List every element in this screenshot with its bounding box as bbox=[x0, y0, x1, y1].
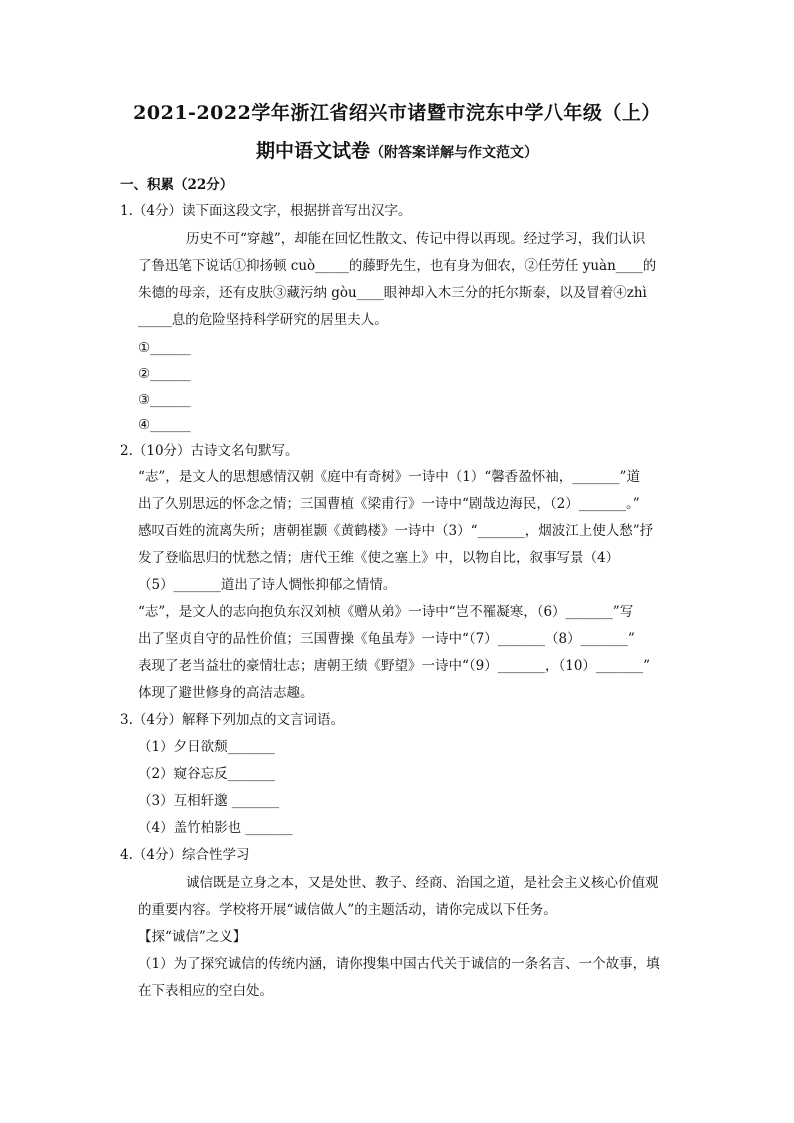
section-heading: 一、积累（22分） bbox=[120, 177, 234, 193]
q2-line: 发了登临思归的忧愁之情；唐代王维《使之塞上》中，以物自比，叙事写景（4） bbox=[138, 550, 620, 566]
q1-answer-blank[interactable]: ④______ bbox=[138, 417, 191, 433]
q2-line: 感叹百姓的流离失所；唐朝崔颢《黄鹤楼》一诗中（3）“_______，烟波江上使人愁”抒 bbox=[138, 523, 654, 539]
q2-stem: 2.（10分）古诗文名句默写。 bbox=[120, 443, 299, 459]
q1-stem: 1.（4分）读下面这段文字，根据拼音写出汉字。 bbox=[120, 203, 412, 219]
q2-line: “志”，是文人的思想感情汉朝《庭中有奇树》一诗中（1）“馨香盈怀袖，_______”道 bbox=[138, 469, 640, 485]
q3-item[interactable]: （2）窥谷忘反_______ bbox=[138, 766, 275, 782]
q1-paragraph-line: 了鲁迅笔下说话①抑扬顿 cuò_____的藤野先生，也有身为佃农，②任劳任 yuàn____的 bbox=[138, 258, 657, 274]
q3-item[interactable]: （1）夕日欲颓_______ bbox=[138, 739, 275, 755]
q2-line: “志”，是文人的志向抱负东汉刘桢《赠从弟》一诗中“岂不罹凝寒，（6）_______”写 bbox=[138, 604, 634, 620]
q3-stem: 3.（4分）解释下列加点的文言词语。 bbox=[120, 712, 344, 728]
q4-task-line: （1）为了探究诚信的传统内涵，请你搜集中国古代关于诚信的一条名言、一个故事，填 bbox=[138, 956, 660, 972]
exam-subtitle bbox=[0, 136, 794, 163]
q1-answer-blank[interactable]: ③______ bbox=[138, 392, 191, 408]
q2-line: 出了坚贞自守的品性价值；三国曹操《龟虽寿》一诗中“（7）_______（8）_______” bbox=[138, 631, 635, 647]
exam-title: 2021-2022学年浙江省绍兴市诸暨市浣东中学八年级（上） bbox=[133, 102, 661, 124]
q1-paragraph-line: 历史不可“穿越”，却能在回忆性散文、传记中得以再现。经过学习，我们认识 bbox=[186, 231, 646, 247]
q4-subheading: 【探“诚信”之义】 bbox=[138, 929, 247, 945]
q1-paragraph-line: 朱德的母亲，还有皮肤③藏污纳 gòu____眼神却入木三分的托尔斯泰，以及冒着④zhì bbox=[138, 285, 647, 301]
exam-subtitle-note: （附答案详解与作文范文） bbox=[370, 145, 538, 161]
q1-answer-blank[interactable]: ①______ bbox=[138, 340, 191, 356]
q4-stem: 4.（4分）综合性学习 bbox=[120, 847, 250, 863]
q3-item[interactable]: （3）互相轩邈 _______ bbox=[138, 793, 280, 809]
q4-paragraph-line: 诚信既是立身之本，又是处世、教子、经商、治国之道，是社会主义核心价值观 bbox=[186, 875, 659, 891]
q4-paragraph-line: 的重要内容。学校将开展“诚信做人”的主题活动，请你完成以下任务。 bbox=[138, 902, 557, 918]
q2-line: 出了久别思远的怀念之情；三国曹植《梁甫行》一诗中“剧哉边海民，（2）_______。” bbox=[138, 496, 640, 512]
q2-line: 体现了避世修身的高洁志趣。 bbox=[138, 685, 314, 701]
q2-line: 表现了老当益壮的豪情壮志；唐朝王绩《野望》一诗中“（9）_______，（10）_______” bbox=[138, 658, 651, 674]
q1-answer-blank[interactable]: ②______ bbox=[138, 366, 191, 382]
q2-line: （5）_______道出了诗人惆怅抑郁之情情。 bbox=[138, 577, 397, 593]
q3-item[interactable]: （4）盖竹柏影也 _______ bbox=[138, 820, 293, 836]
q1-paragraph-line: _____息的危险坚持科学研究的居里夫人。 bbox=[138, 312, 388, 328]
q4-task-line: 在下表相应的空白处。 bbox=[138, 983, 273, 999]
exam-subtitle-main: 期中语文试卷 bbox=[255, 140, 370, 162]
